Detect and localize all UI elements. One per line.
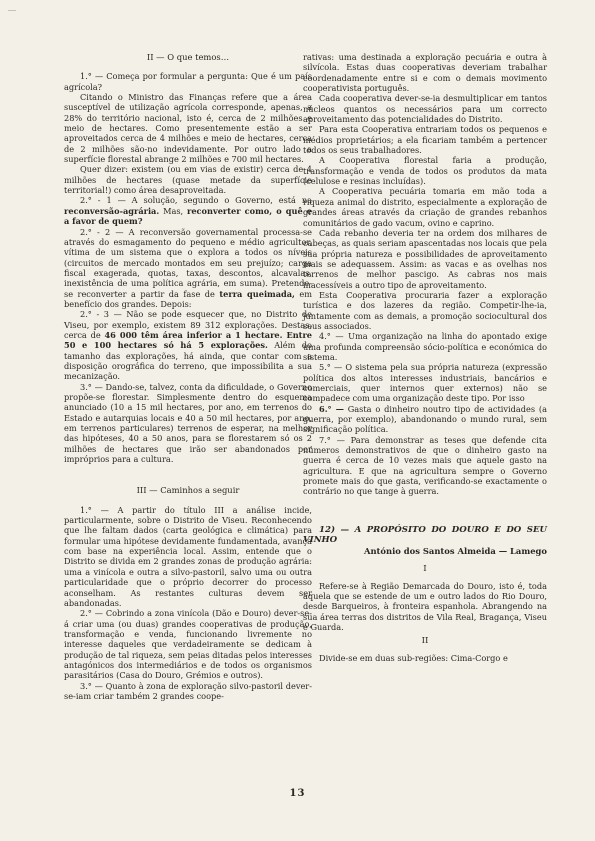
paragraph: 1.° — A partir do título III a análise incide, particularmente, sobre o Distrito de Viseu. Reconhecendo que lhe faltam dados (carta geológica e climática) para formular uma hipótese devidamente fundamentada, avança com base na experiência local. Assim, entende que o Distrito se divida em 2 grandes zonas de produção agrária: uma a vinícola e outra a silvo-pastoril, salvo uma ou outra particularidade que o próprio decorrer do processo aconselham. As restantes culturas devem ser abandonadas.	[64, 504, 312, 608]
bold-term: reconversão-agrária.	[64, 205, 160, 216]
paragraph: Cada cooperativa dever-se-ia desmultiplicar em tantos núcleos quantos os necessários para um correcto aproveitamento das potencialidades do Distrito.	[303, 93, 547, 125]
paragraph: Para esta Cooperativa entrariam todos os pequenos e médios proprietários; a ela ficariam também a pertencer todos os seus trabalhadores.	[303, 124, 547, 156]
text-run: 2.° - 1 — A solução, segundo o Governo, está na	[80, 195, 312, 206]
section-title-ii: II — O que temos…	[146, 52, 230, 62]
paragraph: Cada rebanho deveria ter na ordem dos milhares de cabeças, as quais seriam apascentadas nos locais que pela sua própria natureza e possibilidades de aproveitamento mais se adequassem. Assim: as vacas e as ovelhas nos terrenos de melhor pascigo. As cabras nos mais inacessíveis a outro tipo de aproveitamento.	[303, 227, 547, 290]
page-corner-mark	[8, 10, 16, 17]
paragraph	[303, 404, 547, 435]
bold-number: 6.° —	[319, 403, 344, 414]
paragraph: Citando o Ministro das Finanças refere que a área susceptível de utilização agrícola corresponde, apenas, a 28% do território nacional, isto é, cerca de 2 milhões e meio de hectares. Como presentemente estão a ser aproveitados cerca de 4 milhões e meio de hectares, cerca de 2 milhões são-no indevidamente. Por outro lado a superfície florestal abrange 2 milhões e 700 mil hectares.	[64, 92, 312, 165]
text-run: 2.° - 3 — Não se pode esquecer que, no Distrito de Viseu, por exemplo, existem 89 312 explorações. Destas, cerca de	[64, 309, 312, 340]
paragraph: 7.° — Para demonstrar as teses que defende cita números demonstrativos de que o dinheiro gasto na guerra é cerca de 10 vezes mais que aquele gasto na agricultura. E que na agricultura sempre o Governo promete mais do que gasta, verificando-se exactamente o contrário no que tange à guerra.	[303, 434, 547, 497]
bold-statistic: 46 000 têm área inferior a 1 hectare. Entre 50 e 100 hectares só há 5 explorações.	[64, 329, 312, 351]
author-line: António dos Santos Almeida — Lamego	[363, 545, 547, 556]
paragraph: Quer dizer: existem (ou em vias de existir) cerca de 4 milhões de hectares (quase metade da superfície territorial!) como área desaproveitada.	[64, 164, 312, 196]
bold-term: terra queimada,	[219, 288, 295, 299]
left-column	[64, 52, 312, 701]
paragraph: A Cooperativa pecuária tomaria em mão toda a riqueza animal do distrito, especialmente a exploração de grandes áreas através da criação de grandes rebanhos comunitários de gado vacum, ovino e caprino.	[303, 186, 547, 228]
text-run: Gasta o dinheiro noutro tipo de actividades (a guerra, por exemplo), abandonando o mundo rural, sem significação política.	[303, 403, 547, 435]
paragraph: 4.° — Uma organização na linha do apontado exige uma profunda compreensão sócio-política e económica do sistema.	[303, 331, 547, 362]
text-run: 2.° - 2 — A reconversão governamental processa-se através do esmagamento do pequeno e médio agricultor, vítima de um sistema que o explora a todos os níveis (circuitos de mercado montados em seu prejuízo; carga fiscal exagerada, quotas, taxas, descontos, alcavalas, inexistência de uma política agrária, em suma). Pretende-se reconverter a partir da fase de	[64, 226, 312, 299]
page-number: 13	[289, 788, 306, 799]
paragraph	[64, 227, 312, 310]
subsection-number: I	[423, 564, 427, 575]
paragraph: 3.° — Dando-se, talvez, conta da dificuldade, o Governo propõe-se florestar. Simplesmente dentro do esquema anunciado (10 a 15 mil hectares, por ano, em terrenos do Estado e autarquias locais e 40 a 50 mil hectares, por ano, em terrenos particulares) terrenos de esperar, na melhor das hipóteses, 40 a 50 anos, para se florestarem só os 2 milhões de hectares que irão ser abandonados por impróprios para a cultura.	[64, 381, 312, 465]
paragraph: Esta Cooperativa procuraria fazer a exploração turística e dos lazeres da região. Competir-lhe-ia, juntamente com as demais, a promoção sociocultural dos seus associados.	[303, 289, 547, 331]
paragraph: 5.° — O sistema pela sua própria natureza (expressão política dos altos interesses industriais, bancários e comerciais, quer internos quer externos) não se compadece com uma organização deste tipo. Por isso	[303, 362, 547, 404]
paragraph: 1.° — Começa por formular a pergunta: Que é um país agrícola?	[64, 71, 312, 92]
subsection-number: II	[421, 636, 429, 647]
paragraph: Refere-se à Região Demarcada do Douro, isto é, toda aquela que se estende de um e outro lados do Rio Douro, desde Barqueiros, à fronteira espanhola. Abrangendo na sua área terras dos distritos de Vila Real, Bragança, Viseu e Guarda.	[303, 580, 547, 633]
paragraph: A Cooperativa florestal faria a produção, transformação e venda de todos os produtos da mata (celulose e resinas incluídas).	[303, 155, 547, 187]
text-run: Além do tamanho das explorações, há ainda, que contar com a disposição orográfica do terreno, que impossibilita a sua mecanização.	[64, 340, 312, 382]
paragraph	[64, 309, 312, 381]
paragraph: 2.° — Cobrindo a zona vinícola (Dão e Douro) dever-se-á criar uma (ou duas) grandes cooperativas de produção, transformação e venda, funcionando livremente no interesse daqueles que verdadeiramente se dedicam à produção de tal riqueza, sem peias ditadas pelos interesses antagónicos dos intermediários e de todos os organismos parasitários (Casa do Douro, Grémios e outros).	[64, 608, 312, 681]
text-run: Mas,	[159, 205, 188, 216]
paragraph: Divide-se em duas sub-regiões: Cima-Corgo e	[319, 652, 508, 663]
text-run: em benefício dos grandes. Depois:	[64, 288, 313, 309]
right-column	[303, 52, 547, 663]
section-title-iii: III — Caminhos a seguir	[136, 485, 240, 496]
paragraph	[64, 195, 312, 226]
paragraph: rativas: uma destinada a exploração pecuária e outra à silvícola. Estas duas cooperativas deveriam trabalhar coordenadamente entre si e com o demais movimento cooperativista português.	[303, 52, 547, 94]
paragraph: 3.° — Quanto à zona de exploração silvo-pastoril dever-se-iam criar também 2 grandes coope-	[64, 680, 312, 701]
chapter-heading: 12) — A PROPÓSITO DO DOURO E DO SEU VINHO	[303, 524, 547, 546]
bold-question: reconverter como, o quê e a favor de quem?	[64, 205, 312, 227]
